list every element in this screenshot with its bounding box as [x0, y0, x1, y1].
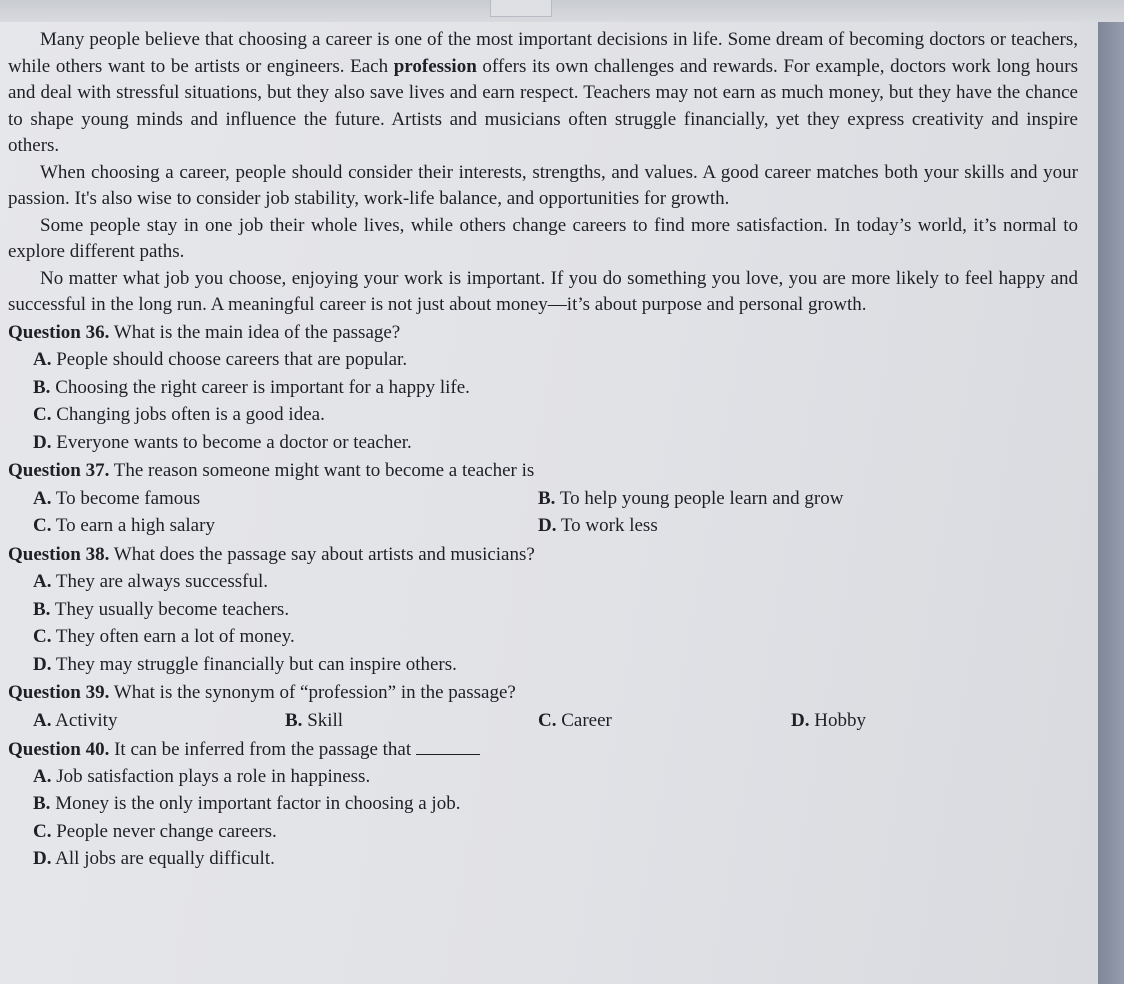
option-letter: D. — [33, 431, 52, 453]
question-40 — [8, 735, 1078, 874]
question-text: It can be inferred from the passage that — [109, 739, 416, 760]
option-d[interactable] — [8, 430, 1078, 458]
option-a[interactable] — [33, 708, 117, 735]
page-top-edge — [0, 0, 1124, 22]
option-letter: D. — [33, 848, 52, 869]
option-b[interactable] — [8, 791, 1078, 819]
question-text: The reason someone might want to become a teacher is — [109, 460, 535, 481]
option-letter: A. — [33, 571, 52, 592]
question-37 — [8, 457, 1078, 541]
option-letter: C. — [33, 404, 52, 425]
option-letter: C. — [33, 626, 52, 647]
option-a[interactable] — [33, 486, 200, 513]
document-content — [8, 27, 1078, 874]
option-letter: B. — [538, 487, 556, 509]
option-text: To earn a high salary — [51, 515, 215, 536]
option-c[interactable] — [8, 819, 1078, 847]
option-text: They may struggle financially but can inspire others. — [51, 653, 457, 675]
option-letter: A. — [33, 349, 52, 370]
passage-text: Many people believe that choosing a career is one of the most important decisions in life. Some dream of becoming doctors or teachers, while others want to be artists or engineers. Each — [8, 29, 1078, 77]
question-stem — [8, 541, 1078, 570]
option-text: People never change careers. — [51, 820, 277, 842]
option-d[interactable] — [538, 513, 658, 540]
question-text: What is the synonym of “profession” in the passage? — [109, 682, 516, 703]
option-letter: C. — [33, 820, 52, 842]
option-letter: D. — [791, 709, 810, 731]
option-row — [8, 513, 1078, 541]
option-text: Job satisfaction plays a role in happiness. — [51, 765, 371, 787]
option-text: Everyone wants to become a doctor or teacher. — [51, 431, 412, 453]
question-36 — [8, 319, 1078, 458]
question-text: What is the main idea of the passage? — [109, 321, 401, 343]
option-letter: B. — [33, 376, 51, 398]
option-letter: C. — [33, 515, 52, 536]
option-text: All jobs are equally difficult. — [51, 848, 275, 869]
question-38 — [8, 541, 1078, 680]
question-stem — [8, 679, 1078, 708]
question-stem — [8, 457, 1078, 486]
option-a[interactable] — [8, 569, 1078, 597]
option-c[interactable] — [8, 624, 1078, 652]
option-letter: B. — [33, 793, 51, 814]
option-letter: B. — [33, 598, 51, 620]
option-b[interactable] — [8, 375, 1078, 403]
question-stem — [8, 319, 1078, 348]
option-row — [8, 486, 1078, 514]
option-text: Activity — [51, 709, 118, 731]
option-text: They are always successful. — [51, 571, 268, 592]
question-39 — [8, 679, 1078, 735]
option-text: To work less — [556, 515, 658, 536]
option-c[interactable] — [8, 402, 1078, 430]
question-stem — [8, 735, 1078, 764]
option-text: Hobby — [809, 709, 866, 731]
option-text: Changing jobs often is a good idea. — [51, 404, 325, 425]
option-b[interactable] — [8, 597, 1078, 625]
option-text: People should choose careers that are popular. — [51, 349, 408, 370]
option-letter: A. — [33, 765, 52, 787]
option-text: Choosing the right career is important for a happy life. — [50, 376, 470, 398]
option-text: Money is the only important factor in choosing a job. — [50, 793, 461, 814]
option-c[interactable] — [538, 708, 612, 735]
passage-paragraph-4: No matter what job you choose, enjoying your work is important. If you do something you love, you are more likely to feel happy and successful in the long run. A meaningful career is not just about money—it’s about purpose and personal growth. — [8, 267, 1078, 315]
question-number: Question 39. — [8, 682, 110, 703]
option-d[interactable] — [8, 846, 1078, 874]
option-text: To help young people learn and grow — [555, 487, 844, 509]
page-right-edge — [1098, 22, 1124, 984]
passage-text: offers its own challenges and rewards. For example, doctors work long hours and deal with stressful situations, but they also save lives and earn respect. Teachers may not earn as much money, but they have the chance to shape young minds and influence the future. Artists and musicians often struggle financially, yet they express creativity and inspire others. — [8, 55, 1078, 156]
keyword-profession: profession — [393, 55, 477, 77]
question-number: Question 36. — [8, 321, 110, 343]
option-b[interactable] — [538, 486, 843, 513]
option-text: Career — [556, 709, 612, 731]
option-d[interactable] — [8, 652, 1078, 680]
option-letter: C. — [538, 709, 557, 731]
option-b[interactable] — [285, 708, 343, 735]
question-number: Question 40. — [8, 739, 110, 760]
question-text: What does the passage say about artists and musicians? — [109, 543, 535, 565]
option-text: They often earn a lot of money. — [51, 626, 295, 647]
option-d[interactable] — [791, 708, 866, 735]
option-a[interactable] — [8, 764, 1078, 792]
page-tab — [490, 0, 552, 17]
option-letter: A. — [33, 709, 52, 731]
option-text: To become famous — [51, 487, 201, 509]
question-number: Question 37. — [8, 460, 110, 481]
option-c[interactable] — [33, 513, 215, 540]
option-text: Skill — [302, 709, 344, 731]
passage-paragraph-3: Some people stay in one job their whole lives, while others change careers to find more satisfaction. In today’s world, it’s normal to explore different paths. — [8, 214, 1078, 262]
passage-paragraph-2: When choosing a career, people should consider their interests, strengths, and values. A good career matches both your skills and your passion. It's also wise to consider job stability, work-life balance, and opportunities for growth. — [8, 161, 1078, 209]
option-letter: D. — [538, 515, 557, 536]
option-letter: D. — [33, 653, 52, 675]
answer-blank — [416, 736, 480, 755]
option-letter: A. — [33, 487, 52, 509]
question-number: Question 38. — [8, 543, 110, 565]
passage-paragraph-1 — [8, 27, 1078, 160]
option-a[interactable] — [8, 347, 1078, 375]
option-text: They usually become teachers. — [50, 598, 290, 620]
option-row — [8, 708, 1078, 736]
option-letter: B. — [285, 709, 303, 731]
